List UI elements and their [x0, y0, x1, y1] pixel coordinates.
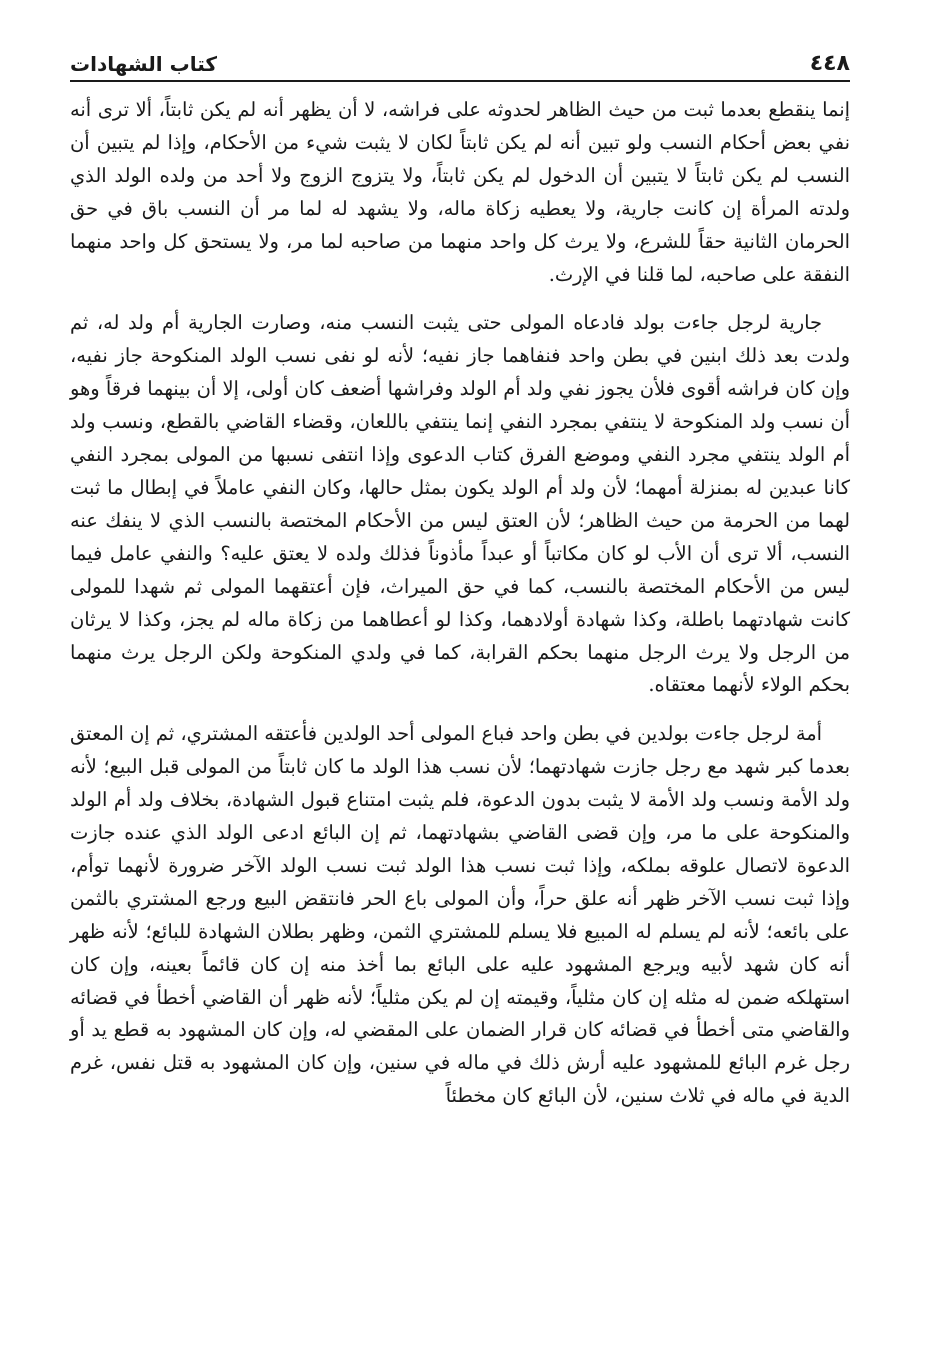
book-page [70, 38, 850, 1348]
page-header [70, 38, 850, 82]
running-title: كتاب الشهادات [70, 52, 218, 76]
page-number: ٤٤٨ [809, 51, 850, 76]
paragraph: إنما ينقطع بعدما ثبت من حيث الظاهر لحدوثه على فراشه، لا أن يظهر أنه لم يكن ثابتاً، ألا ترى أنه نفي بعض أحكام النسب ولو تبين أنه لم يكن ثابتاً لكان لا يثبت شيء من الأحكام، وإذا لم يتبين أن النسب لم يكن ثابتاً لا يتبين أن الدخول لم يكن ثابتاً، ولا يتزوج الزوج ولا أحد من ولده الولد الذي ولدته المرأة إن كانت جارية، ولا يعطيه زكاة ماله، ولا يشهد له لما مر أن النسب باق في حق الحرمان الثانية حقاً للشرع، ولا يرث كل واحد منهما من صاحبه لما مر، ولا يستحق كل واحد منهما النفقة على صاحبه، لما قلنا في الإرث. [70, 98, 850, 286]
paragraph: جارية لرجل جاءت بولد فادعاه المولى حتى يثبت النسب منه، وصارت الجارية أم ولد له، ثم ولدت بعد ذلك ابنين في بطن واحد فنفاهما جاز نفيه؛ لأنه لو نفى نسب الولد المنكوحة جاز نفيه، وإن كان فراشه أقوى فلأن يجوز نفي ولد أم الولد وفراشها أضعف كان أولى، إلا أن بينهما فرقاً وهو أن نسب ولد المنكوحة لا ينتفي بمجرد النفي إنما ينتفي باللعان، وقضاء القاضي بالقطع، ونسب ولد أم الولد ينتفي مجرد النفي وموضع الفرق كتاب الدعوى وإذا انتفى نسبها من المولى بمجرد النفي كانا عبدين له بمنزلة أمهما؛ لأن ولد أم الولد يكون بمثل حالها، وكان النفي عاملاً في إبطال ما ثبت لهما من الحرمة من حيث الظاهر؛ لأن العتق ليس من الأحكام المختصة بالنسب الذي لا ينفك عنه النسب، ألا ترى أن الأب لو كان مكاتباً أو عبداً مأذوناً فذلك ولده لا يعتق عليه؟ والنفي عامل فيما ليس من الأحكام المختصة بالنسب، كما في حق الميراث، فإن أعتقهما المولى ثم شهدا للمولى كانت شهادتهما باطلة، وكذا شهادة أولادهما، وكذا لو أعطاهما من زكاة ماله لم يجز، وكذا لا يرثان من الرجل ولا يرث الرجل منهما بحكم القرابة، كما في ولدي المنكوحة ولكن الرجل يرث منهما بحكم الولاء لأنهما معتقاه. [70, 311, 850, 697]
body-text [70, 94, 850, 1113]
paragraph: أمة لرجل جاءت بولدين في بطن واحد فباع المولى أحد الولدين فأعتقه المشتري، ثم إن المعتق بعدما كبر شهد مع رجل جازت شهادتهما؛ لأن نسب هذا الولد ما كان ثابتاً من المولى قبل البيع؛ لأنه ولد الأمة ونسب ولد الأمة لا يثبت بدون الدعوة، فلم يثبت امتناع قبول الشهادة، بخلاف ولد أم الولد والمنكوحة على ما مر، وإن قضى القاضي بشهادتهما، ثم إن البائع ادعى الولد الذي عنده جازت الدعوة لاتصال علوقه بملكه، وإذا ثبت نسب هذا الولد ثبت نسب الولد الآخر ضرورة لأنهما توأم، وإذا ثبت نسب الآخر ظهر أنه علق حراً، وأن المولى باع الحر فانتقض البيع ورجع المشتري بالثمن على بائعه؛ لأنه لم يسلم له المبيع فلا يسلم للمشتري الثمن، وظهر بطلان الشهادة للبائع؛ لأنه ظهر أنه كان شهد لأبيه ويرجع المشهود عليه على البائع بما أخذ منه إن كان قائماً بعينه، وإن كان استهلكه ضمن له مثله إن كان مثلياً، وقيمته إن لم يكن مثلياً؛ لأنه ظهر أن القاضي أخطأ في قضائه والقاضي متى أخطأ في قضائه كان قرار الضمان على المقضي له، وإن كان المشهود به قطع يد أو رجل غرم البائع للمشهود عليه أرش ذلك في ماله في سنين، وإن كان المشهود به قتل نفس، غرم الدية في ماله في ثلاث سنين، لأن البائع كان مخطئاً [70, 722, 851, 1108]
